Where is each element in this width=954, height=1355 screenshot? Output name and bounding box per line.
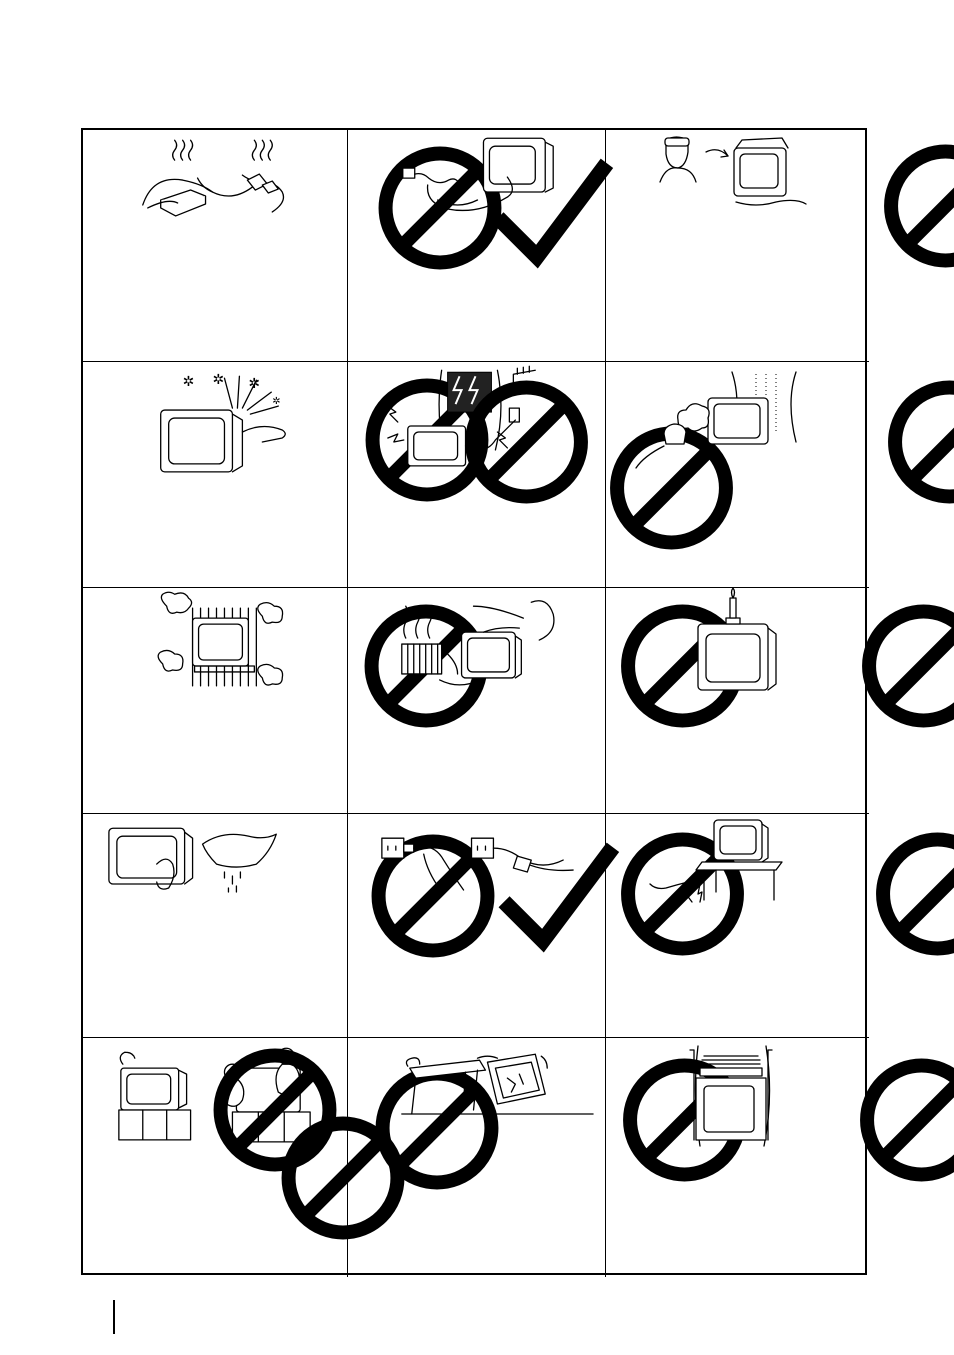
prohibited-circle-icon bbox=[814, 136, 954, 276]
cell-candle-on-tv bbox=[606, 588, 869, 814]
cell-children-climbing bbox=[83, 1038, 348, 1277]
svg-text:✲: ✲ bbox=[212, 372, 225, 389]
svg-text:✲: ✲ bbox=[248, 376, 261, 393]
cell-plug-handling bbox=[348, 814, 606, 1038]
cell-blocked-ventilation bbox=[83, 588, 348, 814]
cell-cord-pinched bbox=[606, 814, 869, 1038]
cell-lightning-storm bbox=[348, 362, 606, 588]
cell-steam-moisture bbox=[606, 362, 869, 588]
cell-enclosed-cabinet bbox=[606, 1038, 869, 1277]
svg-text:✲: ✲ bbox=[272, 396, 281, 408]
prohibited-circle-icon bbox=[818, 372, 954, 512]
safety-illustration-grid bbox=[81, 128, 867, 1275]
prohibited-circle-icon bbox=[806, 824, 954, 964]
cell-poking-objects bbox=[83, 362, 348, 588]
cell-heater-sunlight bbox=[348, 588, 606, 814]
cell-tv-falling bbox=[348, 1038, 606, 1277]
page-margin-marker bbox=[113, 1300, 115, 1334]
prohibited-circle-icon bbox=[792, 596, 954, 736]
prohibited-circle-icon bbox=[790, 1050, 954, 1190]
svg-text:✲: ✲ bbox=[182, 374, 195, 391]
cell-service-technician bbox=[606, 130, 869, 362]
cell-wet-cleaning bbox=[83, 814, 348, 1038]
cell-unplug-correctly bbox=[348, 130, 606, 362]
cell-power-strip-heat bbox=[83, 130, 348, 362]
